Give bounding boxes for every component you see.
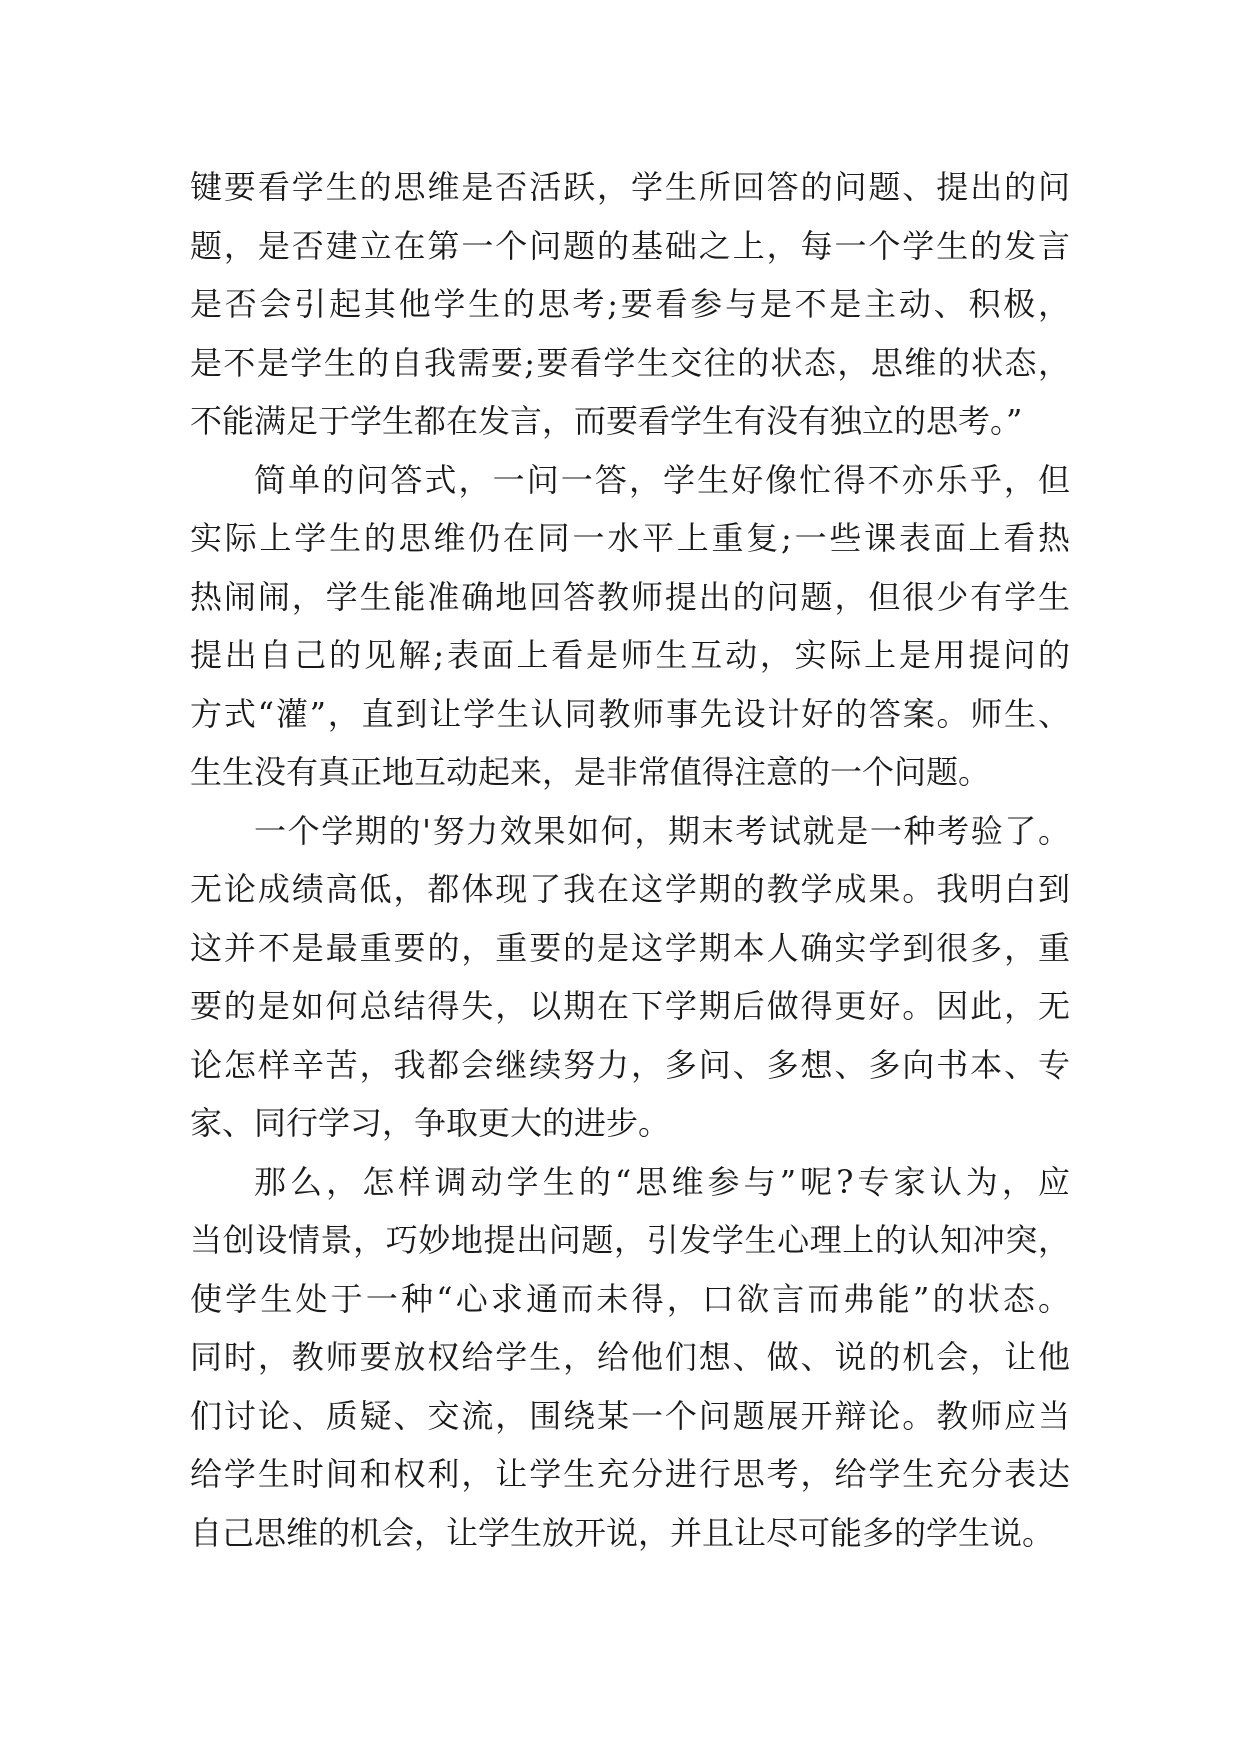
text-line: 键要看学生的思维是否活跃，学生所回答的问题、提出的问 (190, 168, 1070, 206)
text-line: 要的是如何总结得失，以期在下学期后做得更好。因此，无 (190, 987, 1070, 1025)
text-line: 不能满足于学生都在发言，而要看学生有没有独立的思考。” (190, 402, 1023, 440)
text-line: 家、同行学习，争取更大的进步。 (190, 1104, 671, 1142)
text-line: 是否会引起其他学生的思考;要看参与是不是主动、积极， (190, 285, 1070, 323)
paragraph-first-line: 一个学期的'努力效果如何，期末考试就是一种考验了。 (254, 811, 1070, 850)
text-line: 题，是否建立在第一个问题的基础之上，每一个学生的发言 (190, 226, 1070, 265)
text-line: 方式“灌”，直到让学生认同教师事先设计好的答案。师生、 (190, 694, 1070, 733)
text-line: 这并不是最重要的，重要的是这学期本人确实学到很多，重 (190, 928, 1070, 967)
text-line: 自己思维的机会，让学生放开说，并且让尽可能多的学生说。 (190, 1513, 1055, 1552)
body-text (190, 158, 1070, 1562)
text-line: 们讨论、质疑、交流，围绕某一个问题展开辩论。教师应当 (190, 1396, 1070, 1435)
text-line: 论怎样辛苦，我都会继续努力，多问、多想、多向书本、专 (190, 1045, 1070, 1084)
paragraph-first-line: 那么，怎样调动学生的“思维参与”呢?专家认为，应 (254, 1162, 1070, 1201)
text-line: 热闹闹，学生能准确地回答教师提出的问题，但很少有学生 (190, 577, 1070, 616)
text-line: 给学生时间和权利，让学生充分进行思考，给学生充分表达 (190, 1455, 1070, 1493)
text-line: 同时，教师要放权给学生，给他们想、做、说的机会，让他 (190, 1338, 1070, 1376)
paragraph-first-line: 简单的问答式，一问一答，学生好像忙得不亦乐乎，但 (254, 460, 1070, 499)
text-line: 实际上学生的思维仍在同一水平上重复;一些课表面上看热 (190, 519, 1070, 557)
text-line: 无论成绩高低，都体现了我在这学期的教学成果。我明白到 (190, 870, 1070, 908)
text-line: 是不是学生的自我需要;要看学生交往的状态，思维的状态， (190, 343, 1070, 382)
text-line: 提出自己的见解;表面上看是师生互动，实际上是用提问的 (190, 636, 1070, 674)
text-line: 使学生处于一种“心求通而未得，口欲言而弗能”的状态。 (190, 1279, 1070, 1318)
text-line: 当创设情景，巧妙地提出问题，引发学生心理上的认知冲突， (190, 1221, 1070, 1259)
text-line: 生生没有真正地互动起来，是非常值得注意的一个问题。 (190, 753, 991, 791)
